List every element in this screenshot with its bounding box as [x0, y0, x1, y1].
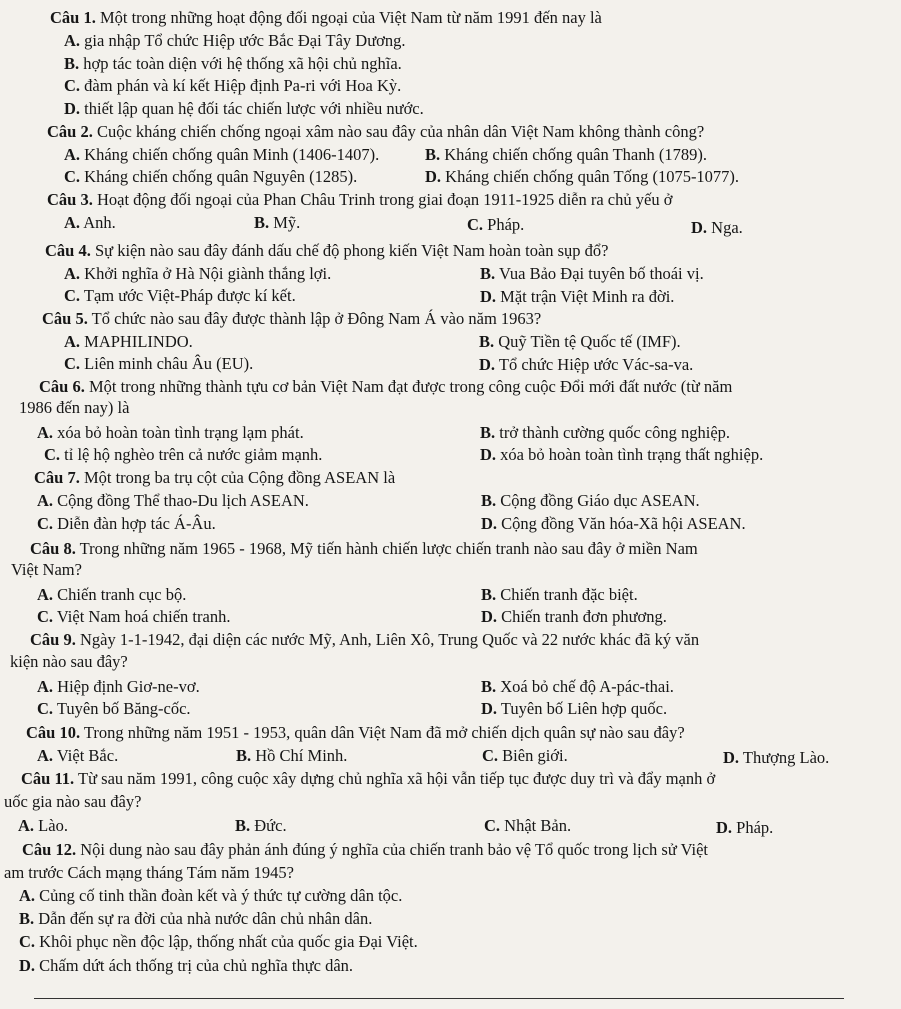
- option-text: Dẫn đến sự ra đời của nhà nước dân chủ nhân dân.: [34, 909, 373, 928]
- option-label: A.: [19, 886, 36, 905]
- question-4-option: [64, 263, 331, 285]
- question-2-option: [64, 166, 357, 188]
- option-label: A.: [37, 746, 54, 765]
- question-text: Sự kiện nào sau đây đánh dấu chế độ phong kiến Việt Nam hoàn toàn sụp đổ?: [90, 241, 609, 260]
- question-8-option: [37, 606, 230, 628]
- question-1-stem-line: [50, 7, 602, 29]
- option-label: A.: [37, 491, 54, 510]
- option-label: C.: [64, 76, 81, 95]
- question-11-stem-line: [21, 768, 715, 790]
- option-label: D.: [480, 287, 497, 306]
- question-9-option: [37, 698, 191, 720]
- question-1-option: [64, 53, 402, 75]
- option-text: Kháng chiến chống quân Nguyên (1285).: [80, 167, 358, 186]
- question-number: Câu 8.: [30, 539, 76, 558]
- question-6-option: [37, 422, 304, 444]
- question-3-option: [467, 214, 524, 236]
- option-label: A.: [37, 423, 54, 442]
- option-text: Chiến tranh cục bộ.: [53, 585, 187, 604]
- option-text: Mỹ.: [269, 213, 301, 232]
- option-text: Anh.: [80, 213, 116, 232]
- option-text: Liên minh châu Âu (EU).: [80, 354, 254, 373]
- question-number: Câu 7.: [34, 468, 80, 487]
- question-4-option: [480, 263, 704, 285]
- question-8-option: [481, 606, 667, 628]
- question-text: Việt Nam?: [11, 560, 82, 579]
- question-12-option: [19, 955, 353, 977]
- option-label: D.: [64, 99, 81, 118]
- option-text: Kháng chiến chống quân Tống (1075-1077).: [441, 167, 740, 186]
- question-number: Câu 1.: [50, 8, 96, 27]
- option-text: Tuyên bố Băng-cốc.: [53, 699, 191, 718]
- question-number: Câu 3.: [47, 190, 93, 209]
- option-text: Tổ chức Hiệp ước Vác-sa-va.: [495, 355, 694, 374]
- option-text: hợp tác toàn diện với hệ thống xã hội chủ nghĩa.: [79, 54, 402, 73]
- option-label: B.: [481, 585, 497, 604]
- option-label: D.: [481, 607, 498, 626]
- question-2-option: [64, 144, 379, 166]
- option-label: C.: [37, 699, 54, 718]
- question-3-option: [64, 212, 116, 234]
- question-2-stem-line: [47, 121, 704, 143]
- question-10-option: [482, 745, 568, 767]
- option-label: C.: [37, 514, 54, 533]
- question-10-stem-line: [26, 722, 685, 744]
- option-text: Nga.: [707, 218, 743, 237]
- question-7-option: [37, 513, 216, 535]
- question-12-stem-line: [22, 839, 708, 861]
- question-7-option: [481, 513, 746, 535]
- question-text: Từ sau năm 1991, công cuộc xây dựng chủ nghĩa xã hội vẫn tiếp tục được duy trì và đẩy mạnh ở: [74, 769, 716, 788]
- option-text: tỉ lệ hộ nghèo trên cả nước giảm mạnh.: [60, 445, 323, 464]
- option-text: Chấm dứt ách thống trị của chủ nghĩa thực dân.: [35, 956, 354, 975]
- question-11-option: [484, 815, 571, 837]
- option-text: Cộng đồng Thể thao-Du lịch ASEAN.: [53, 491, 309, 510]
- question-8-option: [481, 584, 638, 606]
- option-label: C.: [19, 932, 36, 951]
- option-text: Việt Nam hoá chiến tranh.: [53, 607, 231, 626]
- option-label: B.: [480, 264, 496, 283]
- question-10-option: [37, 745, 118, 767]
- option-label: C.: [64, 286, 81, 305]
- question-text: Ngày 1-1-1942, đại diện các nước Mỹ, Anh, Liên Xô, Trung Quốc và 22 nước khác đã ký văn: [75, 630, 700, 649]
- question-9-option: [481, 698, 667, 720]
- question-number: Câu 6.: [39, 377, 85, 396]
- option-label: D.: [480, 445, 497, 464]
- option-text: Quỹ Tiền tệ Quốc tế (IMF).: [494, 332, 681, 351]
- question-4-option: [480, 286, 674, 308]
- option-text: Tạm ước Việt-Pháp được kí kết.: [80, 286, 296, 305]
- question-text: Nội dung nào sau đây phản ánh đúng ý nghĩa của chiến tranh bảo vệ Tổ quốc trong lịch sử Việt: [76, 840, 709, 859]
- option-label: D.: [19, 956, 36, 975]
- option-label: C.: [64, 167, 81, 186]
- option-text: Nhật Bản.: [500, 816, 572, 835]
- question-6-stem-line: [39, 376, 732, 398]
- option-label: D.: [723, 748, 740, 767]
- question-number: Câu 12.: [22, 840, 77, 859]
- question-7-option: [481, 490, 700, 512]
- question-6-option: [480, 422, 730, 444]
- question-10-option: [236, 745, 347, 767]
- question-11-option: [716, 817, 773, 839]
- question-text: uốc gia nào sau đây?: [4, 792, 142, 811]
- question-5-option: [479, 354, 693, 376]
- question-5-option: [64, 353, 253, 375]
- option-label: A.: [64, 213, 81, 232]
- question-text: kiện nào sau đây?: [10, 652, 128, 671]
- option-text: Kháng chiến chống quân Minh (1406-1407).: [80, 145, 380, 164]
- option-text: Chiến tranh đơn phương.: [497, 607, 667, 626]
- option-text: Việt Bắc.: [53, 746, 119, 765]
- question-2-option: [425, 144, 707, 166]
- option-label: C.: [44, 445, 61, 464]
- question-11-option: [18, 815, 68, 837]
- option-label: A.: [37, 677, 54, 696]
- option-text: Vua Bảo Đại tuyên bố thoái vị.: [495, 264, 704, 283]
- option-text: Hiệp định Giơ-ne-vơ.: [53, 677, 200, 696]
- option-text: xóa bỏ hoàn toàn tình trạng lạm phát.: [53, 423, 304, 442]
- option-text: Pháp.: [483, 215, 525, 234]
- option-text: Cộng đồng Giáo dục ASEAN.: [496, 491, 700, 510]
- question-5-stem-line: [42, 308, 541, 330]
- question-number: Câu 9.: [30, 630, 76, 649]
- option-text: Kháng chiến chống quân Thanh (1789).: [440, 145, 707, 164]
- question-2-option: [425, 166, 739, 188]
- option-label: C.: [467, 215, 484, 234]
- question-text: Trong những năm 1951 - 1953, quân dân Việt Nam đã mở chiến dịch quân sự nào sau đây?: [80, 723, 685, 742]
- question-6-option: [44, 444, 322, 466]
- option-label: A.: [64, 264, 81, 283]
- question-8-stem-line: [11, 559, 82, 581]
- option-text: Cộng đồng Văn hóa-Xã hội ASEAN.: [497, 514, 746, 533]
- option-label: B.: [19, 909, 35, 928]
- question-5-option: [64, 331, 193, 353]
- option-text: Xoá bỏ chế độ A-pác-thai.: [496, 677, 674, 696]
- question-12-option: [19, 908, 372, 930]
- option-label: D.: [691, 218, 708, 237]
- option-label: D.: [425, 167, 442, 186]
- question-9-option: [37, 676, 200, 698]
- option-text: Pháp.: [732, 818, 774, 837]
- question-1-option: [64, 75, 401, 97]
- option-label: B.: [64, 54, 80, 73]
- option-text: đàm phán và kí kết Hiệp định Pa-ri với Hoa Kỳ.: [80, 76, 402, 95]
- option-label: C.: [484, 816, 501, 835]
- option-label: B.: [235, 816, 251, 835]
- question-6-stem-line: [19, 397, 129, 419]
- question-text: 1986 đến nay) là: [19, 398, 130, 417]
- question-7-stem-line: [34, 467, 395, 489]
- option-text: MAPHILINDO.: [80, 332, 193, 351]
- question-11-stem-line: [4, 791, 141, 813]
- option-text: xóa bỏ hoàn toàn tình trạng thất nghiệp.: [496, 445, 764, 464]
- question-3-option: [254, 212, 300, 234]
- question-9-stem-line: [30, 629, 699, 651]
- option-text: gia nhập Tổ chức Hiệp ước Bắc Đại Tây Dương.: [80, 31, 406, 50]
- question-4-option: [64, 285, 296, 307]
- option-label: B.: [480, 423, 496, 442]
- question-8-stem-line: [30, 538, 698, 560]
- option-text: Củng cố tinh thần đoàn kết và ý thức tự cường dân tộc.: [35, 886, 403, 905]
- question-10-option: [723, 747, 829, 769]
- question-12-stem-line: [4, 862, 294, 884]
- option-label: A.: [64, 145, 81, 164]
- bottom-rule: [34, 998, 844, 999]
- option-text: Biên giới.: [498, 746, 568, 765]
- question-text: Một trong những thành tựu cơ bản Việt Nam đạt được trong công cuộc Đổi mới đất nước (từ năm: [84, 377, 733, 396]
- option-text: Mặt trận Việt Minh ra đời.: [496, 287, 675, 306]
- question-4-stem-line: [45, 240, 609, 262]
- question-text: Một trong ba trụ cột của Cộng đồng ASEAN là: [79, 468, 396, 487]
- option-text: Thượng Lào.: [739, 748, 830, 767]
- question-text: Tổ chức nào sau đây được thành lập ở Đông Nam Á vào năm 1963?: [87, 309, 542, 328]
- option-label: A.: [37, 585, 54, 604]
- option-label: C.: [482, 746, 499, 765]
- question-text: Một trong những hoạt động đối ngoại của Việt Nam từ năm 1991 đến nay là: [95, 8, 602, 27]
- option-label: C.: [37, 607, 54, 626]
- question-text: Trong những năm 1965 - 1968, Mỹ tiến hành chiến lược chiến tranh nào sau đây ở miền Nam: [75, 539, 698, 558]
- question-12-option: [19, 931, 418, 953]
- question-9-option: [481, 676, 674, 698]
- option-label: D.: [479, 355, 496, 374]
- question-1-option: [64, 30, 406, 52]
- question-11-option: [235, 815, 287, 837]
- option-text: Khôi phục nền độc lập, thống nhất của quốc gia Đại Việt.: [35, 932, 418, 951]
- option-label: B.: [481, 677, 497, 696]
- question-8-option: [37, 584, 186, 606]
- option-label: D.: [716, 818, 733, 837]
- option-label: A.: [64, 31, 81, 50]
- question-number: Câu 2.: [47, 122, 93, 141]
- option-label: B.: [479, 332, 495, 351]
- question-number: Câu 5.: [42, 309, 88, 328]
- question-9-stem-line: [10, 651, 128, 673]
- option-label: A.: [64, 332, 81, 351]
- option-label: D.: [481, 514, 498, 533]
- option-text: thiết lập quan hệ đối tác chiến lược với nhiều nước.: [80, 99, 424, 118]
- option-text: Hồ Chí Minh.: [251, 746, 348, 765]
- option-text: Diễn đàn hợp tác Á-Âu.: [53, 514, 216, 533]
- question-text: am trước Cách mạng tháng Tám năm 1945?: [4, 863, 294, 882]
- question-number: Câu 10.: [26, 723, 81, 742]
- option-label: D.: [481, 699, 498, 718]
- option-text: trở thành cường quốc công nghiệp.: [495, 423, 731, 442]
- question-6-option: [480, 444, 763, 466]
- option-label: C.: [64, 354, 81, 373]
- option-text: Lào.: [34, 816, 68, 835]
- option-label: B.: [425, 145, 441, 164]
- question-1-option: [64, 98, 424, 120]
- question-number: Câu 11.: [21, 769, 75, 788]
- question-number: Câu 4.: [45, 241, 91, 260]
- question-3-stem-line: [47, 189, 672, 211]
- option-text: Khởi nghĩa ở Hà Nội giành thắng lợi.: [80, 264, 332, 283]
- option-text: Chiến tranh đặc biệt.: [496, 585, 638, 604]
- option-label: B.: [254, 213, 270, 232]
- question-5-option: [479, 331, 681, 353]
- question-7-option: [37, 490, 309, 512]
- option-label: B.: [236, 746, 252, 765]
- option-text: Đức.: [250, 816, 287, 835]
- option-label: B.: [481, 491, 497, 510]
- question-text: Cuộc kháng chiến chống ngoại xâm nào sau đây của nhân dân Việt Nam không thành công?: [92, 122, 705, 141]
- question-3-option: [691, 217, 743, 239]
- question-text: Hoạt động đối ngoại của Phan Châu Trinh trong giai đoạn 1911-1925 diễn ra chủ yếu ở: [92, 190, 673, 209]
- question-12-option: [19, 885, 402, 907]
- option-text: Tuyên bố Liên hợp quốc.: [497, 699, 668, 718]
- option-label: A.: [18, 816, 35, 835]
